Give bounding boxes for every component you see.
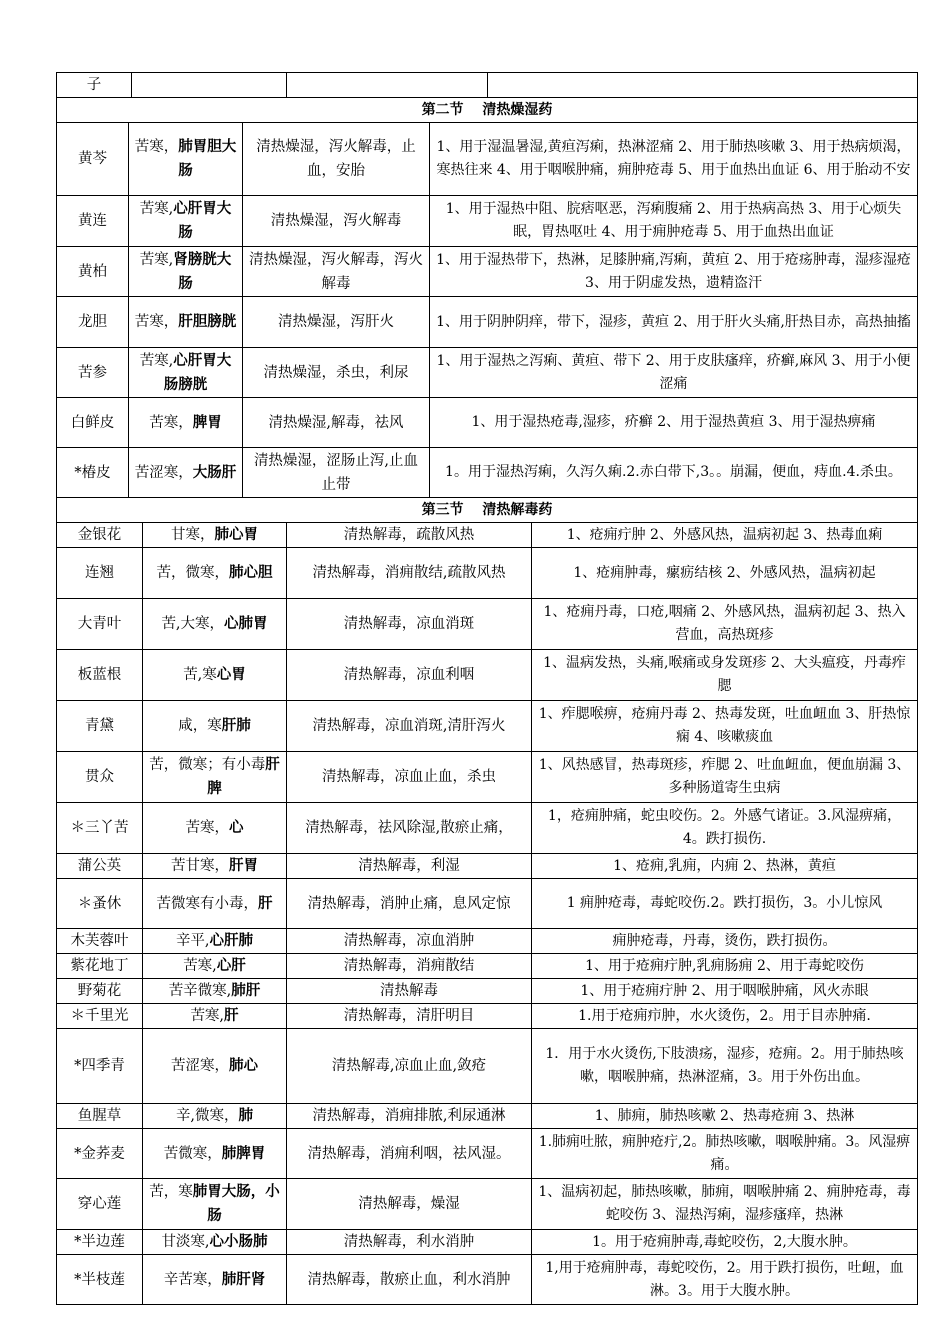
effect-cell: 清热解毒，疏散风热 <box>287 523 532 548</box>
indication-cell: 1、用于阴肿阴痒，带下，湿疹，黄疸 2、用于肝火头痛,肝热目赤，高热抽搐 <box>430 297 918 348</box>
indication-cell: 1、用于疮痈疔肿 2、用于咽喉肿痛，风火赤眼 <box>532 979 918 1004</box>
channel-text: 心肝 <box>216 958 246 974</box>
effect-cell: 清热燥湿，涩肠止泻,止血止带 <box>243 448 430 498</box>
channel-text: 肝胆膀胱 <box>178 314 237 330</box>
channel-text: 心肝肺 <box>209 933 254 949</box>
channel-text: 肝 <box>258 895 273 912</box>
table-row <box>57 523 918 548</box>
section-title: 第三节 清热解毒药 <box>57 498 918 523</box>
indication-cell: 1、用于湿热之泻痢、黄疸、带下 2、用于皮肤瘙痒，疥癣,麻风 3、用于小便涩痛 <box>430 348 918 398</box>
herb-name: 苦参 <box>57 348 129 398</box>
indication-cell: 1。用于湿热泻痢，久泻久痢.2.赤白带下,3。。崩漏，便血，痔血.4.杀虫。 <box>430 448 918 498</box>
table-row <box>57 879 918 929</box>
herb-name: 白鲜皮 <box>57 398 129 448</box>
nature-text: 苦涩寒， <box>171 1058 229 1074</box>
table-row <box>57 398 918 448</box>
table-row <box>57 247 918 297</box>
property-cell <box>143 879 287 929</box>
channel-text: 心肝胃大肠膀胱 <box>163 352 232 393</box>
property-cell <box>143 1255 287 1305</box>
effect-cell: 清热解毒，凉血利咽 <box>287 650 532 701</box>
herb-name: *金荞麦 <box>57 1129 143 1179</box>
channel-text: 肺胃大肠，小肠 <box>192 1184 280 1224</box>
indication-cell: 1、风热感冒，热毒斑疹，痄腮 2、吐血衄血，便血崩漏 3、多种肠道寄生虫病 <box>532 752 918 803</box>
property-cell <box>143 1230 287 1255</box>
nature-text: 苦寒, <box>190 1008 225 1024</box>
channel-text: 肺胃胆大肠 <box>178 139 237 179</box>
property-cell <box>143 1129 287 1179</box>
indication-cell: 1、疮痈肿毒，瘰疬结核 2、外感风热，温病初起 <box>532 548 918 599</box>
nature-text: 苦寒， <box>185 820 229 836</box>
nature-text: 苦涩寒， <box>134 464 193 481</box>
nature-text: 苦寒, <box>183 958 217 974</box>
table-row <box>57 448 918 498</box>
herb-name: ＊三丫苦 <box>57 803 143 854</box>
table-row <box>57 1179 918 1230</box>
property-cell <box>129 297 243 348</box>
indication-cell: 1、用于湿热中阻、脘痞呕恶，泻痢腹痛 2、用于热病高热 3、用于心烦失眠，胃热呕吐 4、用于痈肿疮毒 5、用于血热出血证 <box>430 196 918 247</box>
table-row <box>57 1004 918 1029</box>
nature-text: 苦寒， <box>149 414 193 431</box>
top-row-table <box>56 72 918 98</box>
nature-text: 苦，微寒；有小毒 <box>149 757 266 773</box>
nature-text: 辛平, <box>175 933 210 949</box>
property-cell <box>143 854 287 879</box>
indication-cell: 1、用于湿热疮毒,湿疹，疥癣 2、用于湿热黄疸 3、用于湿热痹痛 <box>430 398 918 448</box>
indication-cell: 1、肺痈，肺热咳嗽 2、热毒疮痈 3、热淋 <box>532 1104 918 1129</box>
table-row <box>57 599 918 650</box>
indication-cell: 1,用于疮痈肿毒，毒蛇咬伤，2。用于跌打损伤，吐衄，血淋。3。用于大腹水肿。 <box>532 1255 918 1305</box>
nature-text: 辛,微寒， <box>175 1108 239 1124</box>
table-row <box>57 1255 918 1305</box>
effect-cell: 清热燥湿，杀虫，利尿 <box>243 348 430 398</box>
nature-text: 苦甘寒， <box>171 858 229 874</box>
channel-text: 肺脾胃 <box>221 1145 266 1162</box>
effect-cell: 清热解毒，散瘀止血，利水消肿 <box>287 1255 532 1305</box>
indication-cell: 1、温病初起，肺热咳嗽，肺痈，咽喉肿痛 2、痈肿疮毒，毒蛇咬伤 3、湿热泻痢，湿疹瘙痒，热淋 <box>532 1179 918 1230</box>
nature-text: 苦寒， <box>134 314 179 330</box>
indication-cell: 1.肺痈吐脓，痈肿疮疔,2。肺热咳嗽，咽喉肿痛。3。风湿痹痛。 <box>532 1129 918 1179</box>
herb-name: 青黛 <box>57 701 143 752</box>
nature-text: 苦，微寒， <box>156 565 229 581</box>
channel-text: 大肠肝 <box>192 464 237 481</box>
table-row <box>57 701 918 752</box>
indication-cell: 痈肿疮毒，丹毒，烫伤，跌打损伤。 <box>532 929 918 954</box>
herb-name: *四季青 <box>57 1029 143 1104</box>
property-cell <box>129 398 243 448</box>
section-title: 第二节 清热燥湿药 <box>57 98 918 123</box>
herb-name: 蒲公英 <box>57 854 143 879</box>
herb-name: ＊千里光 <box>57 1004 143 1029</box>
herb-name: *半枝莲 <box>57 1255 143 1305</box>
nature-text: 苦,大寒， <box>161 616 225 632</box>
property-cell <box>143 803 287 854</box>
indication-cell: 1、疮痈,乳痈，内痈 2、热淋，黄疸 <box>532 854 918 879</box>
channel-text: 肝 <box>224 1008 239 1024</box>
property-cell <box>129 448 243 498</box>
table-row <box>57 803 918 854</box>
effect-cell: 清热解毒，利水消肿 <box>287 1230 532 1255</box>
herb-name: 紫花地丁 <box>57 954 143 979</box>
nature-text: 咸，寒 <box>178 718 222 734</box>
property-cell <box>143 701 287 752</box>
channel-text: 肺肝 <box>231 983 261 999</box>
indication-cell: 1 痈肿疮毒，毒蛇咬伤.2。跌打损伤，3。小儿惊风 <box>532 879 918 929</box>
channel-text: 心肝胃大肠 <box>173 201 232 241</box>
table-row <box>57 1230 918 1255</box>
nature-text: 甘淡寒, <box>161 1234 210 1250</box>
herb-name: 黄柏 <box>57 247 129 297</box>
property-cell <box>129 348 243 398</box>
effect-cell: 清热解毒，燥湿 <box>287 1179 532 1230</box>
nature-text: 苦寒, <box>139 201 174 217</box>
property-cell <box>143 752 287 803</box>
table-row <box>57 297 918 348</box>
table-row <box>57 752 918 803</box>
channel-text: 肾膀胱大肠 <box>173 251 232 292</box>
section3-table <box>56 497 918 1305</box>
channel-text: 脾胃 <box>192 414 222 431</box>
effect-cell: 清热燥湿，泻火解毒，泻火解毒 <box>243 247 430 297</box>
effect-cell: 清热解毒，消痈排脓,利尿通淋 <box>287 1104 532 1129</box>
nature-text: 苦寒, <box>139 352 174 369</box>
indication-cell: 1，疮痈肿痛，蛇虫咬伤。2。外感气诸证。3.风湿痹痛，4。跌打损伤. <box>532 803 918 854</box>
effect-cell: 清热解毒，消肿止痛，息风定惊 <box>287 879 532 929</box>
nature-text: 辛苦寒， <box>163 1271 222 1288</box>
channel-text: 肺心胃 <box>214 527 258 543</box>
property-cell <box>129 196 243 247</box>
nature-text: 苦寒， <box>134 139 179 155</box>
herb-name: 野菊花 <box>57 979 143 1004</box>
table-row <box>57 348 918 398</box>
nature-text: 苦,寒 <box>183 667 217 683</box>
herb-name: 龙胆 <box>57 297 129 348</box>
table-row <box>57 929 918 954</box>
table-row <box>57 123 918 196</box>
nature-text: 苦微寒有小毒， <box>156 895 258 912</box>
effect-cell: 清热解毒，消痈散结,疏散风热 <box>287 548 532 599</box>
effect-cell: 清热解毒，祛风除湿,散瘀止痛， <box>287 803 532 854</box>
property-cell <box>143 599 287 650</box>
indication-cell: 1.用于疮痈疖肿，水火烫伤，2。用于目赤肿痛. <box>532 1004 918 1029</box>
effect-cell: 清热解毒，消痈利咽，祛风湿。 <box>287 1129 532 1179</box>
effect-cell: 清热解毒，利湿 <box>287 854 532 879</box>
property-cell <box>143 1004 287 1029</box>
herb-name: 贯众 <box>57 752 143 803</box>
indication-cell: 1。用于疮痈肿毒,毒蛇咬伤，2,大腹水肿。 <box>532 1230 918 1255</box>
herb-name: 金银花 <box>57 523 143 548</box>
table-row <box>57 854 918 879</box>
nature-text: 苦辛微寒, <box>168 983 232 999</box>
property-cell <box>143 979 287 1004</box>
property-cell <box>143 1179 287 1230</box>
table-row <box>57 1029 918 1104</box>
channel-text: 心 <box>229 820 244 836</box>
herb-name: 子 <box>57 73 132 98</box>
section2-table <box>56 97 918 498</box>
channel-text: 心胃 <box>216 667 246 683</box>
property-cell <box>143 1029 287 1104</box>
channel-text: 肺心 <box>229 1058 258 1074</box>
channel-text: 肺肝肾 <box>221 1271 266 1288</box>
nature-text: 苦寒, <box>139 251 174 268</box>
herb-name: 鱼腥草 <box>57 1104 143 1129</box>
channel-text: 肺心胆 <box>229 565 273 581</box>
indication-cell: 1、用于湿温暑湿,黄疸泻痢，热淋涩痛 2、用于肺热咳嗽 3、用于热病烦渴，寒热往来 4、用于咽喉肿痛，痈肿疮毒 5、用于血热出血证 6、用于胎动不安 <box>430 123 918 196</box>
property-cell <box>143 929 287 954</box>
herb-name: 黄芩 <box>57 123 129 196</box>
property-cell <box>129 247 243 297</box>
herb-name: *椿皮 <box>57 448 129 498</box>
herb-name: 黄连 <box>57 196 129 247</box>
effect-cell: 清热解毒，凉血消斑 <box>287 599 532 650</box>
effect-cell: 清热解毒 <box>287 979 532 1004</box>
effect-cell: 清热燥湿，泻火解毒，止血，安胎 <box>243 123 430 196</box>
indication-cell: 1、疮痈丹毒，口疮,咽痛 2、外感风热，温病初起 3、热入营血，高热斑疹 <box>532 599 918 650</box>
table-row <box>57 1129 918 1179</box>
indication-cell: 1．用于水火烫伤,下肢溃疡，湿疹，疮痈。2。用于肺热咳嗽，咽喉肿痛，热淋涩痛，3。用于外伤出血。 <box>532 1029 918 1104</box>
herb-document <box>56 72 917 1305</box>
effect-cell: 清热解毒，凉血止血，杀虫 <box>287 752 532 803</box>
indication-cell: 1、用于湿热带下，热淋，足膝肿痛,泻痢，黄疸 2、用于疮疡肿毒，湿疹湿疮 3、用于阴虚发热，遗精盗汗 <box>430 247 918 297</box>
property-cell <box>143 1104 287 1129</box>
effect-cell: 清热解毒，清肝明目 <box>287 1004 532 1029</box>
herb-name: 大青叶 <box>57 599 143 650</box>
herb-name: 板蓝根 <box>57 650 143 701</box>
table-row <box>57 1104 918 1129</box>
herb-name: 木芙蓉叶 <box>57 929 143 954</box>
table-row <box>57 954 918 979</box>
property-cell <box>143 523 287 548</box>
channel-text: 肝脾 <box>207 757 280 797</box>
effect-cell: 清热解毒，消痈散结 <box>287 954 532 979</box>
table-row <box>57 650 918 701</box>
table-row <box>57 548 918 599</box>
nature-text: 苦微寒， <box>163 1145 222 1162</box>
effect-cell: 清热燥湿,解毒，祛风 <box>243 398 430 448</box>
effect-cell: 清热解毒,凉血止血,敛疮 <box>287 1029 532 1104</box>
property-cell <box>143 954 287 979</box>
herb-name: ＊蚤休 <box>57 879 143 929</box>
effect-cell: 清热解毒，凉血消肿 <box>287 929 532 954</box>
channel-text: 心小肠肺 <box>209 1234 268 1250</box>
indication-cell: 1、疮痈疔肿 2、外感风热，温病初起 3、热毒血痢 <box>532 523 918 548</box>
nature-text: 苦，寒 <box>149 1184 193 1200</box>
indication-cell: 1、用于疮痈疔肿,乳痈肠痈 2、用于毒蛇咬伤 <box>532 954 918 979</box>
effect-cell: 清热燥湿，泻火解毒 <box>243 196 430 247</box>
effect-cell: 清热解毒，凉血消斑,清肝泻火 <box>287 701 532 752</box>
nature-text: 甘寒， <box>171 527 215 543</box>
channel-text: 心肺胃 <box>224 616 268 632</box>
herb-name: 穿心莲 <box>57 1179 143 1230</box>
indication-cell: 1、痄腮喉痹，疮痈丹毒 2、热毒发斑，吐血衄血 3、肝热惊痫 4、咳嗽痰血 <box>532 701 918 752</box>
table-row <box>57 196 918 247</box>
property-cell <box>143 548 287 599</box>
channel-text: 肝肺 <box>221 718 251 734</box>
herb-name: 连翘 <box>57 548 143 599</box>
effect-cell: 清热燥湿，泻肝火 <box>243 297 430 348</box>
property-cell <box>129 123 243 196</box>
table-row <box>57 979 918 1004</box>
channel-text: 肺 <box>238 1108 254 1124</box>
herb-name: *半边莲 <box>57 1230 143 1255</box>
channel-text: 肝胃 <box>229 858 258 874</box>
property-cell <box>143 650 287 701</box>
indication-cell: 1、温病发热，头痛,喉痛或身发斑疹 2、大头瘟疫，丹毒痄腮 <box>532 650 918 701</box>
